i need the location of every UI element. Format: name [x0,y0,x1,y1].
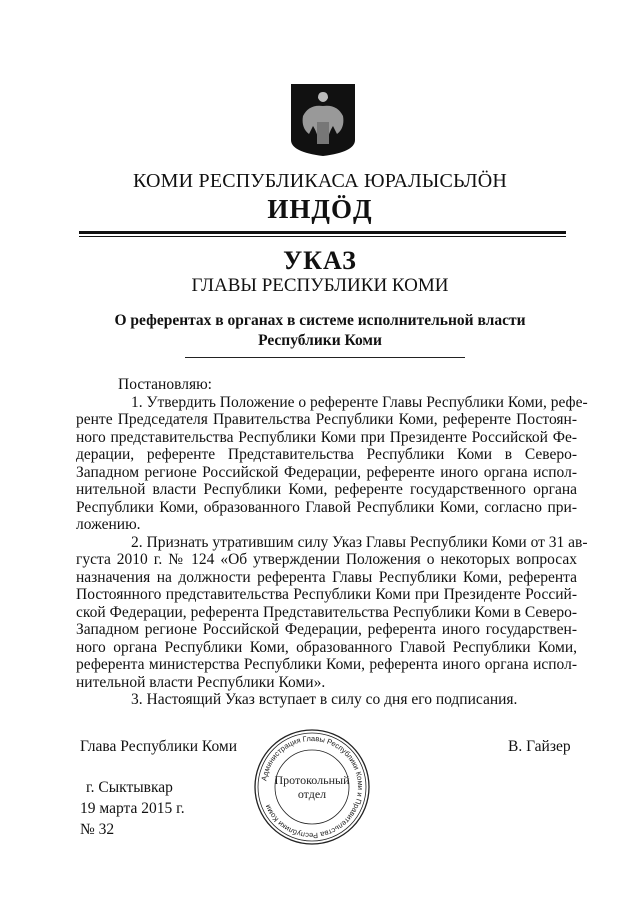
decree-item [76,691,577,709]
authority-name-komi: КОМИ РЕСПУБЛИКАСА ЮРАЛЫСЬЛÖН [132,170,507,192]
document-title: УКАЗ [283,246,357,275]
decree-item-line: густа 2010 г. № 124 «Об утверждении Положения о некоторых вопросах [76,551,577,568]
decree-item-line: дерации, референте Представительства Республики Коми в Северо- [76,446,577,463]
decree-item-line: ложению. [76,516,141,533]
decree-item-line: Западном регионе Российской Федерации, референта иного государствен- [76,621,577,638]
signatory-name: В. Гайзер [508,738,571,755]
subject-underline [185,357,465,358]
issue-number: № 32 [80,821,115,838]
document-issuer: ГЛАВЫ РЕСПУБЛИКИ КОМИ [191,275,449,296]
decree-item-line: нительной власти Республики Коми». [76,673,326,691]
stamp-center-line: отдел [297,787,327,801]
doc-type-komi: ИНДÖД [267,194,373,224]
stamp-ring-text: Администрация Главы Республики Коми и Правительства Республики Коми [259,733,366,841]
decree-item-line: ного представительства Республики Коми при Президенте Российской Фе- [76,428,577,446]
decree-item-line: ской Федерации, референта Представительства Республики Коми в Северо- [76,603,577,621]
preamble: Постановляю: [118,376,212,393]
coat-of-arms-emblem [289,82,357,164]
signatory-position: Глава Республики Коми [80,738,238,755]
header-rule-thin [79,236,566,237]
document-subject [0,311,640,351]
decree-item-line: ного органа Республики Коми, образованного Главой Республики Коми, [76,638,577,656]
official-stamp [252,727,372,847]
decree-item-line: 3. Настоящий Указ вступает в силу со дня его подписания. [131,691,518,708]
header-rule-thick [79,231,566,234]
decree-items [76,393,588,709]
subject-line: О референтах в органах в системе исполнительной власти [114,312,526,329]
stamp-center-line: Протокольный [274,773,350,787]
issue-details [80,777,185,840]
issue-date: 19 марта 2015 г. [80,800,185,817]
decree-item-line: Постоянного представительства Республики Коми при Президенте Россий- [76,586,577,603]
decree-item [76,533,588,692]
decree-item-line: Западном регионе Российской Федерации, референте иного органа испол- [76,463,577,481]
decree-item [76,393,588,534]
decree-item-line: 1. Утвердить Положение о референте Главы Республики Коми, рефе- [131,393,588,411]
decree-item-line: Республики Коми, образованного Главой Республики Коми, согласно при- [76,498,577,516]
document-body [76,376,588,709]
decree-item-line: референта министерства Республики Коми, референта иного органа испол- [76,656,577,673]
decree-item-line: 2. Признать утратившим силу Указ Главы Республики Коми от 31 ав- [131,533,588,551]
decree-item-line: нительной власти Республики Коми, референте государственного органа [76,481,577,498]
issue-city: г. Сыктывкар [86,779,173,796]
decree-item-line: назначения на должности референта Главы Республики Коми, референта [76,568,577,586]
subject-line: Республики Коми [258,332,382,349]
decree-item-line: ренте Председателя Правительства Республики Коми, референте Постоян- [76,411,577,428]
